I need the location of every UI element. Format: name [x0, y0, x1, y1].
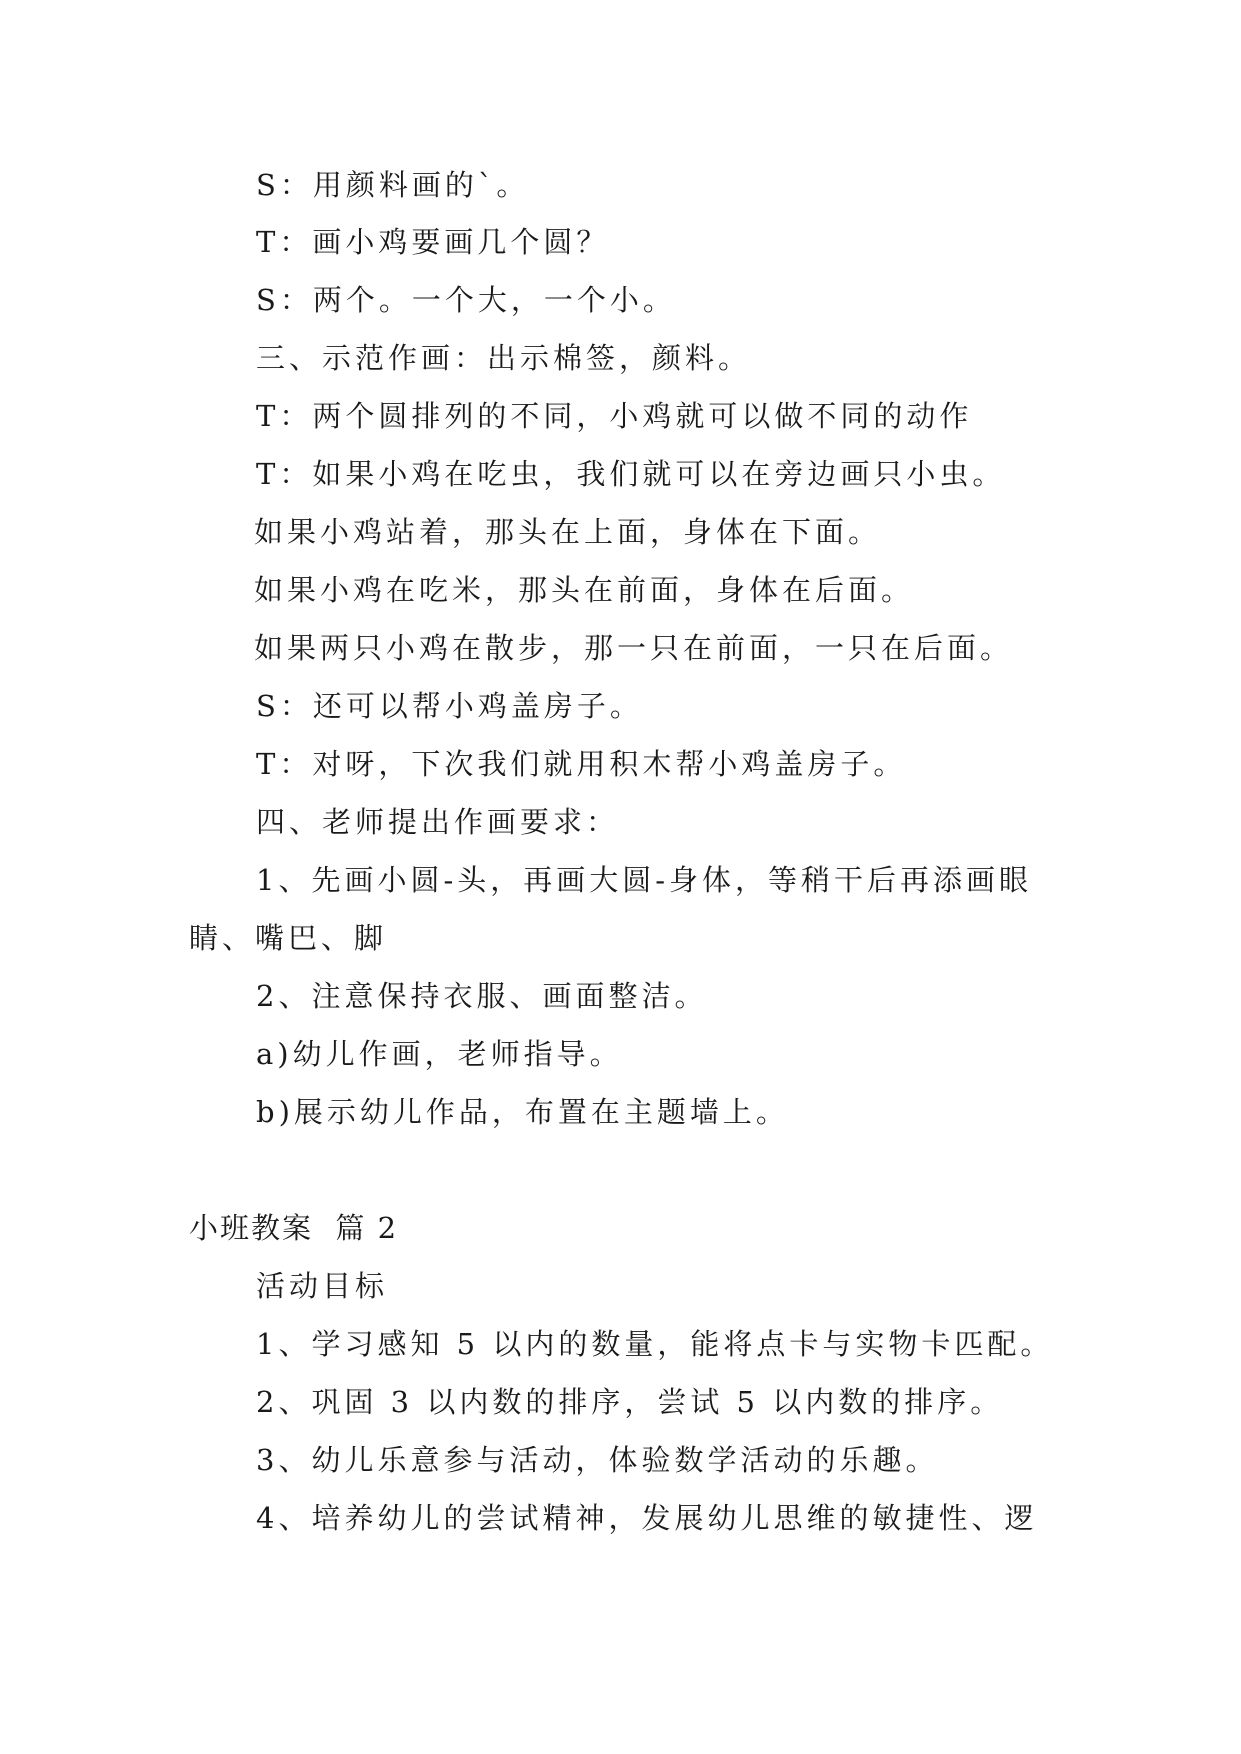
- dialogue-line: S：还可以帮小鸡盖房子。: [256, 689, 643, 723]
- list-item: 3、幼儿乐意参与活动，体验数学活动的乐趣。: [256, 1443, 939, 1477]
- dialogue-line: T：如果小鸡在吃虫，我们就可以在旁边画只小虫。: [256, 457, 1006, 491]
- section-subtitle: 活动目标: [256, 1269, 389, 1303]
- step-heading: 三、示范作画：出示棉签，颜料。: [256, 341, 752, 375]
- paragraph-line: 如果小鸡在吃米，那头在前面，身体在后面。: [254, 573, 915, 607]
- step-heading: 四、老师提出作画要求：: [256, 805, 620, 839]
- section-title: 小班教案 篇 2: [189, 1211, 399, 1245]
- list-item: a)幼儿作画，老师指导。: [256, 1037, 623, 1071]
- list-item: 1、先画小圆-头，再画大圆-身体，等稍干后再添画眼: [256, 863, 1033, 897]
- dialogue-line: S：用颜料画的`。: [256, 168, 530, 202]
- dialogue-line: S：两个。一个大，一个小。: [256, 283, 676, 317]
- paragraph-line: 如果两只小鸡在散步，那一只在前面，一只在后面。: [254, 631, 1014, 665]
- list-item: 2、巩固 3 以内数的排序，尝试 5 以内数的排序。: [256, 1385, 1004, 1419]
- dialogue-line: T：两个圆排列的不同，小鸡就可以做不同的动作: [256, 399, 973, 433]
- paragraph-line: 如果小鸡站着，那头在上面，身体在下面。: [254, 515, 882, 549]
- list-item: 2、注意保持衣服、画面整洁。: [256, 979, 708, 1013]
- list-item-continuation: 睛、嘴巴、脚: [189, 921, 388, 955]
- dialogue-line: T：画小鸡要画几个圆？: [256, 225, 610, 259]
- list-item: 4、培养幼儿的尝试精神，发展幼儿思维的敏捷性、逻: [256, 1501, 1038, 1535]
- dialogue-line: T：对呀，下次我们就用积木帮小鸡盖房子。: [256, 747, 907, 781]
- list-item: b)展示幼儿作品，布置在主题墙上。: [256, 1095, 789, 1129]
- list-item: 1、学习感知 5 以内的数量，能将点卡与实物卡匹配。: [256, 1327, 1054, 1361]
